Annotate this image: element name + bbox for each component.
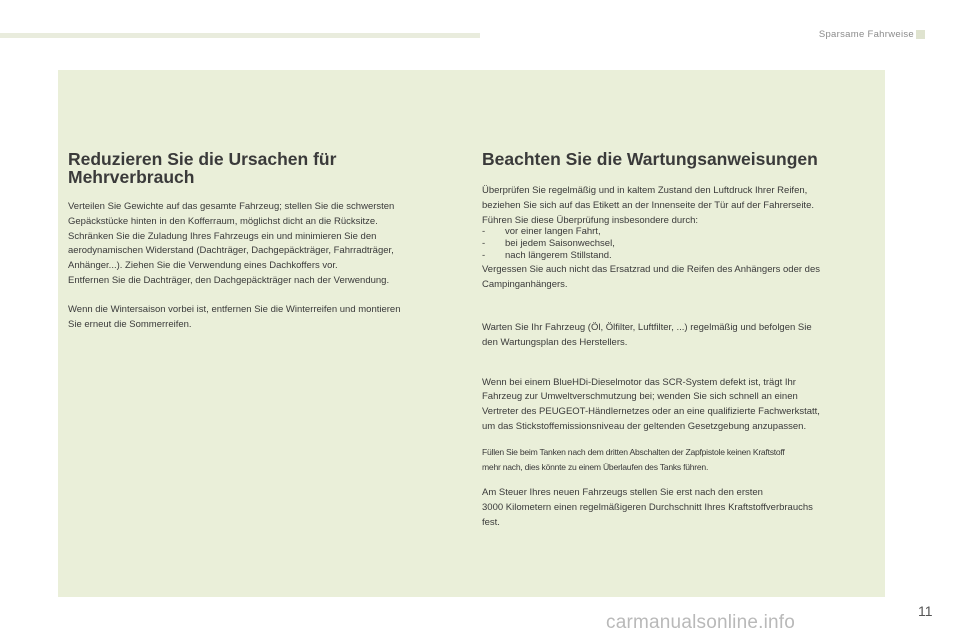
watermark: carmanualsonline.info [606, 612, 796, 633]
list-item: - vor einer langen Fahrt, [482, 226, 877, 238]
right-column [482, 150, 877, 531]
spare-wheel-paragraph: Vergessen Sie auch nicht das Ersatzrad und die Reifen des Anhängers oder des Campinganhängers. [482, 264, 820, 291]
check-intro: Führen Sie diese Überprüfung insbesondere durch: [482, 214, 698, 226]
check-conditions-list [482, 226, 877, 261]
left-column [68, 150, 458, 332]
header-square-marker [916, 30, 925, 39]
section-title: Sparsame Fahrweise [818, 29, 914, 40]
refuelling-note: Füllen Sie beim Tanken nach dem dritten Abschalten der Zapfpistole keinen Kraftstoff mehr nach, dies könnte zu einem Überlaufen des Tanks führen. [482, 446, 785, 472]
header-rule [0, 33, 480, 38]
break-in-paragraph: Am Steuer Ihres neuen Fahrzeugs stellen Sie erst nach den ersten 3000 Kilometern einen regelmäßigeren Durchschnitt Ihres Kraftstoffverbrauchs fest. [482, 487, 813, 528]
service-paragraph: Warten Sie Ihr Fahrzeug (Öl, Ölfilter, Luftfilter, ...) regelmäßig und befolgen Sie den Wartungsplan des Herstellers. [482, 322, 812, 348]
scr-system-paragraph: Wenn bei einem BlueHDi-Dieselmotor das SCR-System defekt ist, trägt Ihr Fahrzeug zur Umweltverschmutzung bei; wenden Sie sich schnell an einen Vertreter des PEUGEOT-Händlernetzes oder an eine qualifizierte Fachwerkstatt, um das Stickstoffemissionsniveau der geltenden Gesetzgebung anzupassen. [482, 376, 820, 432]
page-number: 11 [918, 603, 933, 619]
winter-tyres-paragraph: Wenn die Wintersaison vorbei ist, entfernen Sie die Winterreifen und montieren Sie erneut die Sommerreifen. [68, 303, 401, 330]
weight-paragraph: Verteilen Sie Gewichte auf das gesamte Fahrzeug; stellen Sie die schwersten Gepäckstücke hinten in den Kofferraum, möglichst dicht an die Rücksitze. Schränken Sie die Zuladung Ihres Fahrzeugs ein und minimieren Sie den aerodynamischen Widerstand (Dachträger, Dachgepäckträger, Fahrradträger, Anhänger...). Ziehen Sie die Verwendung eines Dachkoffers vor. Entfernen Sie die Dachträger, den Dachgepäckträger nach der Verwendung. [68, 201, 395, 286]
list-item: - nach längerem Stillstand. [482, 250, 877, 262]
heading-reduce-consumption: Reduzieren Sie die Ursachen für Mehrverbrauch [68, 149, 337, 187]
tyre-pressure-paragraph: Überprüfen Sie regelmäßig und in kaltem Zustand den Luftdruck Ihrer Reifen, beziehen Sie sich auf das Etikett an der Innenseite der Tür auf der Fahrerseite. [482, 185, 814, 211]
list-item: - bei jedem Saisonwechsel, [482, 238, 877, 250]
heading-maintenance: Beachten Sie die Wartungsanweisungen [482, 149, 818, 169]
